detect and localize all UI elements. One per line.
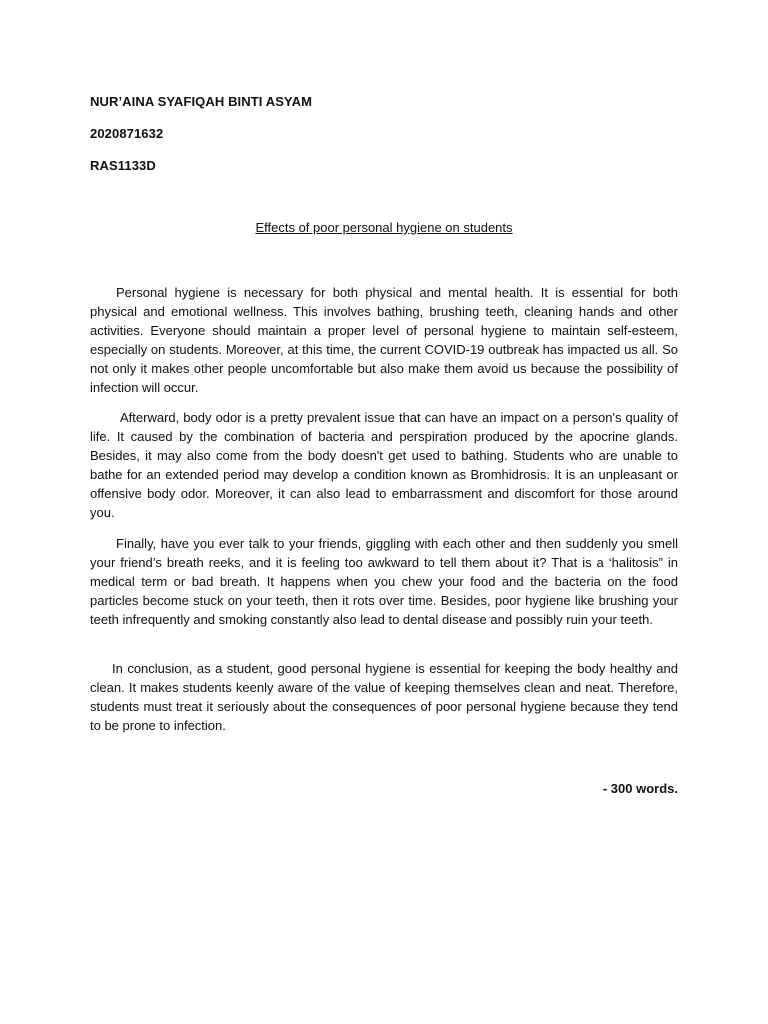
paragraph-conclusion: In conclusion, as a student, good personal hygiene is essential for keeping the body healthy and clean. It makes students keenly aware of the value of keeping themselves clean and neat. Therefore, students must treat it seriously about the consequences of poor personal hygiene because they tend to be prone to infection. <box>90 661 678 733</box>
class-code: RAS1133D <box>90 158 156 173</box>
word-count: - 300 words. <box>602 781 678 796</box>
essay-title: Effects of poor personal hygiene on students <box>255 220 513 235</box>
paragraph-body-odor: Afterward, body odor is a pretty prevalent issue that can have an impact on a person's quality of life. It caused by the combination of bacteria and perspiration produced by the apocrine glands. Besides, it may also come from the body doesn't get used to bathing. Students who are unable to bathe for an extended period may develop a condition known as Bromhidrosis. It is an unpleasant or offensive body odor. Moreover, it can also lead to embarrassment and discomfort for those around you. <box>90 410 678 520</box>
student-id: 2020871632 <box>90 126 164 141</box>
paragraph-halitosis: Finally, have you ever talk to your friends, giggling with each other and then suddenly you smell your friend’s breath reeks, and it is feeling too awkward to tell them about it? That is a ‘halitosis” in medical term or bad breath. It happens when you chew your food and the bacteria on the food particles become stuck on your teeth, then it rots over time. Besides, poor hygiene like brushing your teeth infrequently and smoking constantly also lead to dental disease and possibly ruin your teeth. <box>90 536 678 627</box>
student-name: NUR’AINA SYAFIQAH BINTI ASYAM <box>90 94 312 109</box>
paragraph-introduction: Personal hygiene is necessary for both physical and mental health. It is essential for both physical and emotional wellness. This involves bathing, brushing teeth, cleaning hands and other activities. Everyone should maintain a proper level of personal hygiene to maintain self-esteem, especially on students. Moreover, at this time, the current COVID-19 outbreak has impacted us all. So not only it makes other people uncomfortable but also make them avoid us because the possibility of infection will occur. <box>90 285 678 395</box>
